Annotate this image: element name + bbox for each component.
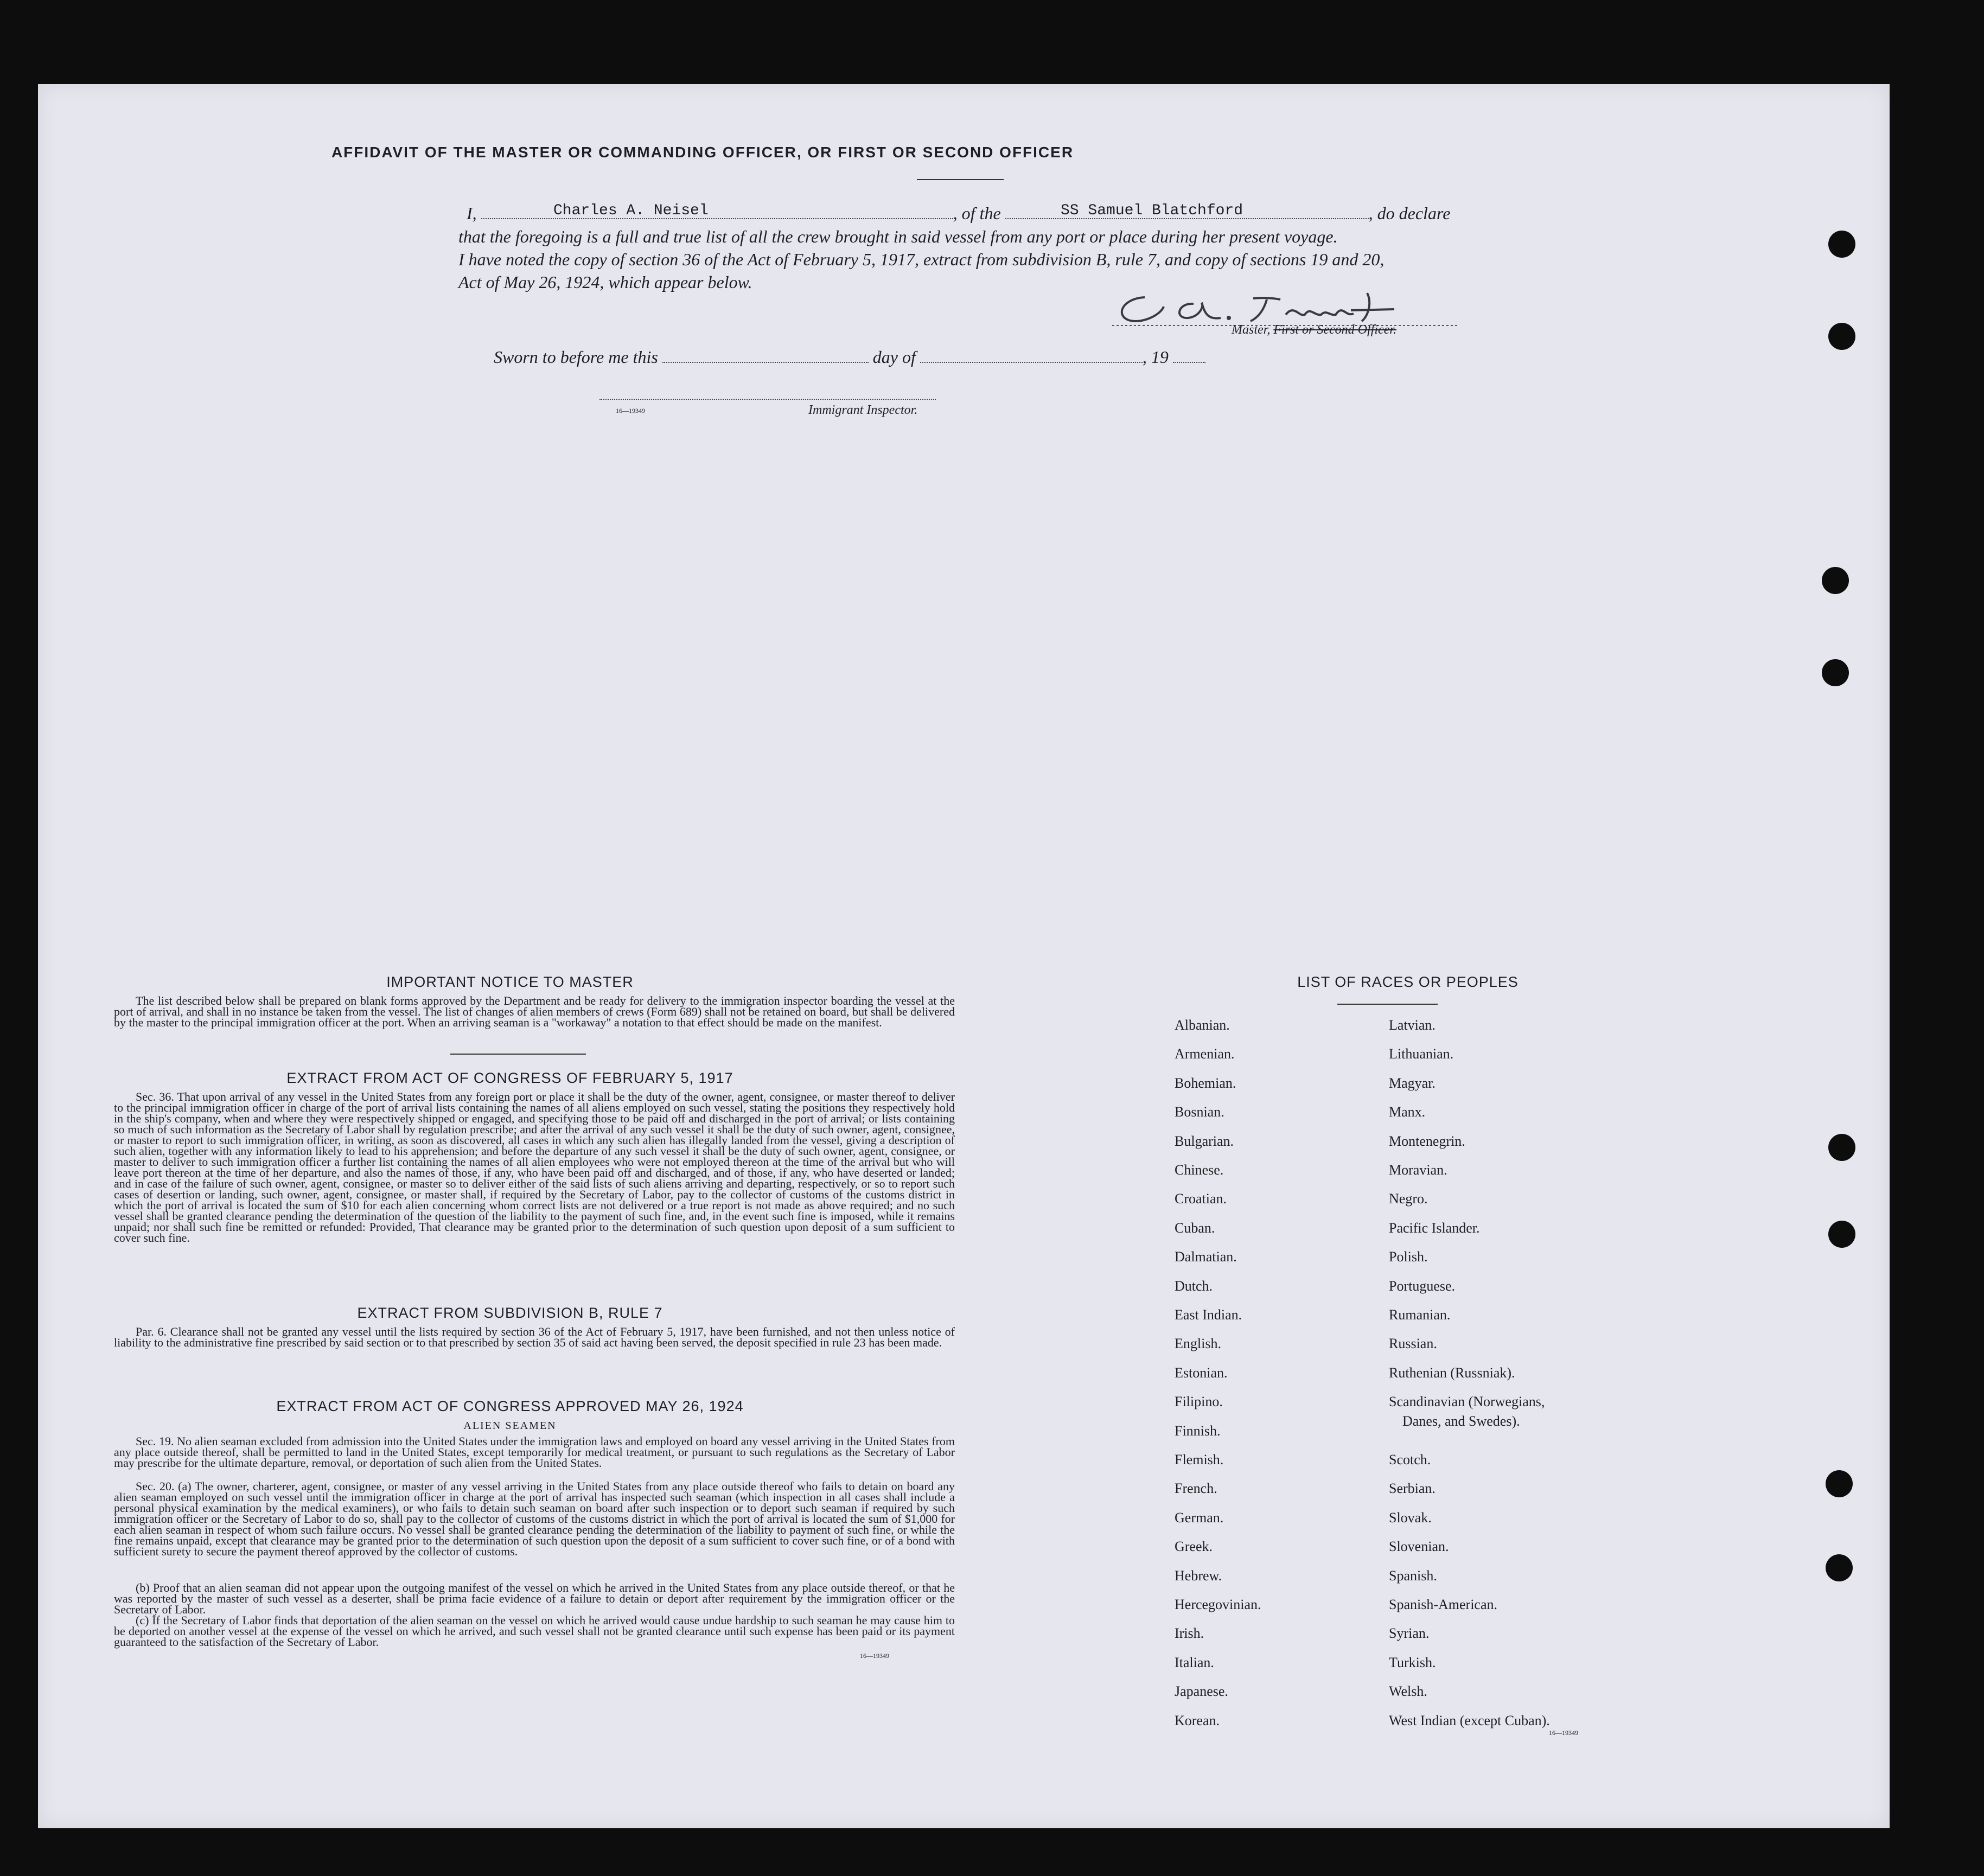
divider — [450, 1054, 586, 1055]
race-item: Montenegrin. — [1389, 1133, 1465, 1149]
race-item: Albanian. — [1175, 1017, 1230, 1033]
race-item: Bosnian. — [1175, 1104, 1224, 1120]
sec19-text: Sec. 19. No alien seaman excluded from admission into the United States under the immigration laws and employed on board any vessel arriving in the United States from any place outside thereof, shall be permitted to land in the United States, except temporarily for medical treatment, or pursuant to such regulations as the Secretary of Labor may prescribe for the ultimate departure, removal, or deportation of such alien from the United States. — [114, 1434, 955, 1470]
race-item: Italian. — [1175, 1654, 1214, 1670]
race-item: Japanese. — [1175, 1683, 1228, 1700]
race-item: East Indian. — [1175, 1307, 1242, 1323]
race-item: Slovenian. — [1389, 1539, 1449, 1555]
divider — [917, 179, 1004, 180]
race-item: Estonian. — [1175, 1364, 1228, 1381]
race-item: West Indian (except Cuban). — [1389, 1712, 1550, 1728]
race-item: Greek. — [1175, 1539, 1213, 1555]
race-item: Russian. — [1389, 1336, 1437, 1352]
race-item: Chinese. — [1175, 1162, 1224, 1178]
race-item: Syrian. — [1389, 1625, 1430, 1642]
race-item: Spanish. — [1389, 1567, 1437, 1584]
race-item: Irish. — [1175, 1625, 1204, 1642]
race-item: Scotch. — [1389, 1452, 1431, 1467]
signature-caption — [1232, 323, 1396, 337]
race-item: Finnish. — [1175, 1422, 1221, 1439]
race-item: Turkish. — [1389, 1654, 1436, 1670]
inspector-signature-line[interactable] — [599, 399, 936, 400]
race-item: Negro. — [1389, 1191, 1428, 1207]
rule7-title: EXTRACT FROM SUBDIVISION B, RULE 7 — [357, 1305, 663, 1321]
race-item: Rumanian. — [1389, 1307, 1451, 1323]
i-label: I, — [467, 203, 477, 223]
inspector-label: Immigrant Inspector. — [808, 403, 918, 417]
vessel-name-field[interactable]: SS Samuel Blatchford — [1061, 202, 1243, 219]
declaration-line-4: Act of May 26, 1924, which appear below. — [458, 272, 752, 292]
race-item: Croatian. — [1175, 1191, 1227, 1207]
race-item: Dutch. — [1175, 1278, 1213, 1294]
race-item: German. — [1175, 1509, 1224, 1526]
race-item: Korean. — [1175, 1712, 1220, 1728]
race-item: Polish. — [1389, 1249, 1428, 1265]
race-item: Bulgarian. — [1175, 1133, 1234, 1149]
race-item: Pacific Islander. — [1389, 1220, 1480, 1236]
declaration-line-2: that the foregoing is a full and true list of all the crew brought in said vessel from any port or place during her present voyage. — [458, 227, 1338, 246]
race-item: Slovak. — [1389, 1509, 1432, 1526]
declaration-line-3: I have noted the copy of section 36 of the Act of February 5, 1917, extract from subdivision B, rule 7, and copy of sections 19 and 20, — [458, 250, 1385, 269]
extract-1924-title: EXTRACT FROM ACT OF CONGRESS APPROVED MAY 26, 1924 — [276, 1398, 744, 1414]
extract-1917-title: EXTRACT FROM ACT OF CONGRESS OF FEBRUARY 5, 1917 — [286, 1070, 733, 1086]
punch-hole — [1826, 1470, 1853, 1497]
sworn-day-field[interactable] — [662, 362, 869, 363]
sec20a-text: Sec. 20. (a) The owner, charterer, agent, consignee, or master of any vessel arriving in the United States from any place outside thereof who fails to detain on board any alien seaman employed on such vessel until the immigration officer in charge at the port of arrival has inspected such seaman (which inspection in all cases shall include a personal physical examination by the medical examiners), or who fails to detain such seaman on board after such inspection or to deport such seaman if required by such immigration officer or the Secretary of Labor to do so, shall pay to the collector of customs of the customs district in which the port of arrival is located the sum of $1,000 for each alien seaman in respect of whom such failure occurs. No vessel shall be granted clearance pending the determination of the liability to payment of such fine, or while the fine remains unpaid, except that clearance may be granted prior to the determination of such question upon the deposit of a sum sufficient to cover such fine, or of a bond with sufficient surety to secure the payment thereof approved by the collector of customs. — [114, 1479, 955, 1558]
master-name-field[interactable]: Charles A. Neisel — [553, 202, 709, 219]
struck-officer-label: First or Second Officer. — [1273, 323, 1396, 337]
punch-hole — [1822, 659, 1849, 686]
race-item: Hercegovinian. — [1175, 1597, 1261, 1612]
punch-hole — [1828, 1221, 1855, 1248]
day-of-label: day of — [872, 347, 916, 367]
master-label: Master, — [1232, 323, 1271, 337]
sworn-year-field[interactable] — [1173, 362, 1205, 363]
race-item: Armenian. — [1175, 1046, 1235, 1062]
race-item: Cuban. — [1175, 1220, 1215, 1236]
race-item: Ruthenian (Russniak). — [1389, 1364, 1515, 1381]
race-item: Dalmatian. — [1175, 1249, 1237, 1265]
race-item: Lithuanian. — [1389, 1046, 1454, 1062]
sworn-label: Sworn to before me this — [494, 347, 658, 367]
form-page — [38, 84, 1890, 1828]
race-item: English. — [1175, 1336, 1221, 1352]
punch-hole — [1828, 323, 1855, 350]
of-the-label: , of the — [953, 203, 1001, 223]
race-item: Hebrew. — [1175, 1567, 1222, 1584]
rule7-text: Par. 6. Clearance shall not be granted any vessel until the lists required by section 36 of the Act of February 5, 1917, have been furnished, and not then unless notice of liability to the administrative fine prescribed by said section or to that prescribed by section 35 of said act having been served, the deposit specified in rule 23 has been made. — [114, 1325, 955, 1349]
notice-title: IMPORTANT NOTICE TO MASTER — [386, 974, 634, 990]
extract-1917-text: Sec. 36. That upon arrival of any vessel in the United States from any foreign port or place it shall be the duty of the owner, agent, consignee, or master thereof to deliver to the principal immigration officer in charge of the port of arrival lists containing the names of all aliens employed on such vessel, stating the positions they respectively hold in the ship's company, when and where they were respectively shipped or engaged, and specifying those to be paid off and discharged in the port of arrival; or lists containing so much of such information as the Secretary of Labor shall by regulation prescribe; and after the arrival of any such vessel it shall be the duty of such owner, agent, consignee, or master to report to such immigration officer, in writing, as soon as discovered, all cases in which any such alien has illegally landed from the vessel, giving a description of such alien, together with any information likely to lead to his apprehension; and before the departure of any such vessel it shall be the duty of such owner, agent, consignee, or master to deliver to such immigration officer a further list containing the names of all alien employees who were not employed thereon at the time of the arrival but who will leave port thereon at the time of her departure, and also the names of those, if any, who have been paid off and discharged, and of those, if any, who have deserted or landed; and in case of the failure of such owner, agent, consignee, or master so to deliver either of the said lists of such aliens arriving and departing, respectively, or so to report such cases of desertion or landing, such owner, agent, consignee, or master shall, if required by the Secretary of Labor, pay to the collector of customs of the customs district in which the port of arrival is located the sum of $10 for each alien concerning whom correct lists are not delivered or a true report is not made as above required; and no such vessel shall be granted clearance pending the determination of the question of the liability to the payment of such fine, and, in the event such fine is imposed, while it remains unpaid; nor shall such fine be remitted or refunded: Provided, That clearance may be granted prior to the determination of such question upon deposit of a sum sufficient to cover such fine. — [114, 1090, 955, 1245]
race-item: Moravian. — [1389, 1162, 1447, 1178]
race-item: Magyar. — [1389, 1075, 1436, 1091]
sec20b-text: (b) Proof that an alien seaman did not appear upon the outgoing manifest of the vessel on which he arrived in the United States from any place outside thereof, or that he was reported by the master of such vessel as a deserter, shall be prima facie evidence of a failure to detain or deport after requirement by the immigration officer or the Secretary of Labor. — [114, 1581, 955, 1616]
divider — [1337, 1004, 1438, 1005]
affidavit-form-number: 16—19349 — [616, 407, 645, 414]
race-item: French. — [1175, 1481, 1217, 1497]
punch-hole — [1828, 1134, 1855, 1161]
affidavit-title: AFFIDAVIT OF THE MASTER OR COMMANDING OFFICER, OR FIRST OR SECOND OFFICER — [331, 144, 1074, 161]
year-label: , 19 — [1142, 347, 1169, 367]
do-declare-label: , do declare — [1368, 203, 1451, 223]
sworn-line — [494, 347, 1205, 367]
race-item: Flemish. — [1175, 1452, 1224, 1467]
race-item: Latvian. — [1389, 1017, 1436, 1033]
races-form-number: 16—19349 — [1549, 1729, 1578, 1737]
extract-form-number: 16—19349 — [860, 1652, 889, 1660]
race-item: Portuguese. — [1389, 1278, 1456, 1294]
sec20c-text: (c) If the Secretary of Labor finds that deportation of the alien seaman on the vessel on which he arrived would cause undue hardship to such seaman he may cause him to be deported on another vessel at the expense of the vessel on which he arrived, and such vessel shall not be granted clearance until such expense has been paid or its payment guaranteed to the satisfaction of the Secretary of Labor. — [114, 1613, 955, 1649]
race-item: Bohemian. — [1175, 1075, 1236, 1091]
race-scandinavian-continued: Danes, and Swedes). — [1402, 1413, 1520, 1429]
sworn-month-field[interactable] — [920, 362, 1143, 363]
notice-text: The list described below shall be prepared on blank forms approved by the Department and be ready for delivery to the immigration inspector boarding the vessel at the port of arrival, and shall in no instance be taken from the vessel. The list of changes of alien members of crews (Form 689) shall not be retained on board, but shall be delivered by the master to the principal immigration officer at the port. When an arriving seaman is a "workaway" a notation to that effect should be made on the manifest. — [114, 994, 955, 1029]
race-item: Scandinavian (Norwegians, — [1389, 1394, 1545, 1410]
race-item: Serbian. — [1389, 1481, 1436, 1497]
alien-seamen-subtitle: ALIEN SEAMEN — [463, 1420, 557, 1432]
race-item: Filipino. — [1175, 1394, 1223, 1410]
punch-hole — [1826, 1554, 1853, 1581]
race-item: Spanish-American. — [1389, 1597, 1498, 1612]
punch-hole — [1822, 567, 1849, 594]
punch-hole — [1828, 231, 1855, 258]
race-item: Welsh. — [1389, 1683, 1427, 1700]
race-item: Manx. — [1389, 1104, 1426, 1120]
races-title: LIST OF RACES OR PEOPLES — [1297, 974, 1519, 990]
